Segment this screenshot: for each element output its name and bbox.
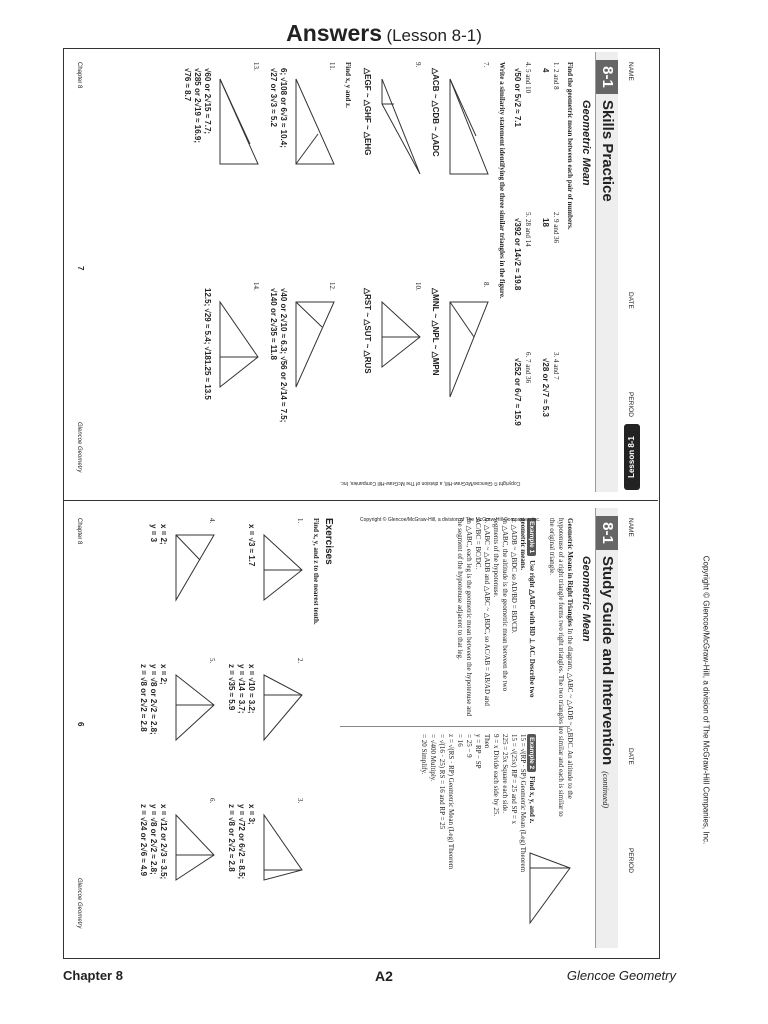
triangle-figure [172, 530, 218, 610]
exercise-answer: y = √72 or 6√2 ≈ 8.5; [237, 804, 246, 880]
item-label: 1. [296, 518, 304, 524]
exercise-answer: x = √3 ≈ 1.7 [247, 524, 256, 567]
instructions-xyz: Find x, y and z. [344, 62, 352, 108]
page-title: Answers [286, 20, 382, 46]
example2-step: 225 = 25x Square each side. [501, 734, 509, 813]
exercises-instructions: Find x, y, and z to the nearest tenth. [312, 518, 320, 625]
footer-chapter: Chapter 8 [76, 518, 82, 545]
lesson-band [595, 52, 618, 492]
section-heading [599, 556, 616, 808]
period-label: PERIOD [627, 848, 634, 873]
item-label: 13. [252, 62, 260, 71]
example1 [455, 518, 536, 718]
pair-label: 4. 5 and 10 [524, 62, 532, 94]
page-footer [0, 968, 768, 990]
triangle-figure [172, 810, 218, 890]
section-subheading: Geometric Mean [580, 556, 592, 642]
item-label: 6. [208, 798, 216, 804]
example2-prompt: Find x, y, and z. [528, 776, 536, 824]
xyz-answer: √27 or 3√3 ≈ 5.2 [269, 68, 278, 127]
similarity-answer: △EGF ~ △GHF ~ △EHG [363, 68, 372, 156]
section-subheading: Geometric Mean [580, 100, 592, 186]
example1-prompt: Use right △ABC with BD ⊥ AC. Describe two geometric means. [519, 518, 536, 698]
period-label: PERIOD [627, 392, 634, 417]
xyz-answer: √76 ≈ 8.7 [183, 68, 192, 102]
triangle-figure [446, 74, 492, 184]
pair-label: 1. 2 and 8 [552, 62, 560, 90]
similarity-answer: △MNL ~ △NPL ~ △MPN [431, 288, 440, 376]
item-label: 12. [328, 282, 336, 291]
pair-answer: √28 or 2√7 ≈ 5.3 [541, 358, 550, 417]
example2-step: = √(16 · 25) RS = 16 and RP = 25 [438, 734, 446, 830]
lesson-band [595, 508, 618, 948]
date-label: DATE [627, 292, 634, 309]
example2-step: 15 = √(RP · SP) Geometric Mean (Leg) Theorem [519, 734, 527, 873]
similarity-answer: △ACB ~ △CDB ~ △ADC [431, 68, 440, 157]
page-header [0, 20, 768, 47]
example2-step: Then [483, 734, 491, 749]
xyz-answer: √40 or 2√10 ≈ 6.3; √56 or 2√14 ≈ 7.5; [279, 288, 288, 423]
page-number: 6 [76, 722, 85, 727]
pair-answer: 4 [541, 68, 550, 73]
example1-b-note: In △ABC, each leg is the geometric mean between the hypotenuse and the segment of the hypotenuse adjacent to that leg. [456, 518, 473, 717]
example2-step: z = √(RS · RP) Geometric Mean (Leg) Theorem [447, 734, 455, 870]
exercises-title: Exercises [323, 518, 334, 565]
pair-answer: √252 or 6√7 ≈ 15.9 [513, 358, 522, 426]
exercise-answer: z = √35 ≈ 5.9 [227, 664, 236, 711]
example2-step: = 25 − 9 [465, 734, 473, 758]
triangle-figure [216, 74, 262, 174]
xyz-answer: √285 or 2√19 ≈ 16.9; [193, 68, 202, 143]
item-label: 10. [414, 282, 422, 291]
item-label: 4. [208, 518, 216, 524]
triangle-figure [446, 297, 492, 407]
triangle-figure [260, 810, 306, 890]
footer-chapter: Chapter 8 [76, 62, 82, 89]
skills-practice-page [65, 52, 640, 492]
item-label: 11. [328, 62, 336, 71]
example2-step: = 20 Simplify. [420, 734, 428, 775]
footer-book: Glencoe Geometry [76, 878, 82, 929]
exercise-answer: x = 2; [159, 664, 168, 685]
pair-answer: 18 [541, 218, 550, 227]
triangle-figure [260, 670, 306, 750]
exercise-answer: y = √8 or 2√2 ≈ 2.8; [149, 664, 158, 735]
triangle-figure [292, 74, 338, 174]
footer-book: Glencoe Geometry [76, 422, 82, 473]
example1-b: b. △ABC ~ △ADB and △ABC ~ △BDC, so AC/AB = AB/AD and AC/BC = BC/DC. [474, 518, 491, 706]
item-label: 2. [296, 658, 304, 664]
triangle-figure [172, 670, 218, 750]
triangle-figure [216, 297, 262, 397]
exercise-answer: x = √10 ≈ 3.2; [247, 664, 256, 714]
pair-answer: √50 or 5√2 ≈ 7.1 [513, 68, 522, 127]
exercise-answer: z = √8 or 2√2 ≈ 2.8 [227, 804, 236, 872]
item-label: 14. [252, 282, 260, 291]
exercise-answer: x = √12 or 2√3 ≈ 3.5; [159, 804, 168, 880]
example2-step: 15 = √(25x) RP = 25 and SP = x [510, 734, 518, 825]
name-label: NAME [627, 518, 634, 537]
copyright-note: Copyright © Glencoe/McGraw-Hill, a division of The McGraw-Hill Companies, Inc. [360, 517, 541, 523]
exercise-answer: y = √14 ≈ 3.7; [237, 664, 246, 714]
lesson-number: 8-1 [596, 60, 618, 94]
footer-right: Glencoe Geometry [566, 968, 676, 983]
copyright-note: Copyright © Glencoe/McGraw-Hill, a division of The McGraw-Hill Companies, Inc. [340, 480, 521, 486]
triangle-figure [378, 297, 424, 377]
item-label: 8. [482, 282, 490, 288]
footer-left: Chapter 8 [63, 968, 123, 983]
exercise-answer: z = √24 or 2√6 ≈ 4.9 [139, 804, 148, 877]
date-label: DATE [627, 748, 634, 765]
exercise-answer: y = √8 or 2√2 ≈ 2.8; [149, 804, 158, 875]
continued-label: (continued) [601, 771, 610, 809]
heading-text: Study Guide and Intervention [599, 556, 616, 766]
item-label: 9. [414, 62, 422, 68]
item-label: 3. [296, 798, 304, 804]
exercise-answer: y = 3 [149, 524, 158, 543]
study-guide-page [65, 508, 640, 948]
section-heading: Skills Practice [599, 100, 616, 202]
triangle-figure [260, 530, 306, 610]
intro-block [547, 518, 574, 818]
pair-answer: √392 or 14√2 ≈ 19.8 [513, 218, 522, 291]
worksheet-divider [63, 500, 658, 501]
example2-step: 9 = x Divide each side by 25. [492, 734, 500, 817]
triangle-figure [292, 297, 338, 397]
example1-a-note: In △ABC, the altitude is the geometric mean between the two segments of the hypotenuse. [492, 518, 509, 692]
xyz-answer: 12.5; √29 ≈ 5.4; √181.25 ≈ 13.5 [203, 288, 212, 400]
page-number: 7 [76, 266, 85, 271]
pair-label: 5. 28 and 14 [524, 212, 532, 247]
column-divider [340, 726, 570, 727]
xyz-answer: √60 or 2√15 ≈ 7.7; [203, 68, 212, 135]
example2-step: = √400 Multiply. [429, 734, 437, 782]
triangle-figure [378, 74, 424, 184]
footer-page: A2 [375, 968, 393, 984]
example1-a: a. △ADB ~ △BDC so AD/BD = BD/CD. [510, 518, 518, 634]
page-subtitle: (Lesson 8-1) [386, 26, 482, 45]
lesson-tab: Lesson 8-1 [624, 424, 640, 490]
pair-label: 3. 4 and 7 [552, 352, 560, 380]
intro-text: In the diagram, △ABC ~ △ADB ~ △BDC. An altitude to the hypotenuse of a right triangle forms two right triangles. The two triangles are similar and each is similar to the original triangle. [548, 518, 574, 817]
lesson-number: 8-1 [596, 516, 618, 550]
xyz-answer: 6; √108 or 6√3 ≈ 10.4; [279, 68, 288, 148]
side-copyright-text: Copyright © Glencoe/McGraw-Hill, a division of The McGraw-Hill Companies, Inc. [701, 555, 711, 845]
example1-tag: Example 1 [527, 518, 536, 556]
example2-step: y = RP − SP [474, 734, 482, 769]
exercise-answer: x = 2; [159, 524, 168, 545]
item-label: 5. [208, 658, 216, 664]
example2-step: = 16 [456, 734, 464, 747]
instructions-similar: Write a similarity statement identifying the three similar triangles in the figure. [498, 62, 506, 299]
name-label: NAME [627, 62, 634, 81]
exercise-answer: x = 3; [247, 804, 256, 825]
exercise-answer: z = √8 or 2√2 ≈ 2.8 [139, 664, 148, 732]
xyz-answer: √140 or 2√35 ≈ 11.8 [269, 288, 278, 360]
instructions-mean: Find the geometric mean between each pair of numbers. [566, 62, 574, 230]
pair-label: 2. 9 and 36 [552, 212, 560, 244]
example2-tag: Example 2 [527, 734, 536, 772]
example2 [419, 734, 536, 944]
item-label: 7. [482, 62, 490, 68]
similarity-answer: △RST ~ △SUT ~ △RUS [363, 288, 372, 374]
section-title: Geometric Means in Right Triangles [566, 518, 574, 627]
pair-label: 6. 7 and 36 [524, 352, 532, 384]
